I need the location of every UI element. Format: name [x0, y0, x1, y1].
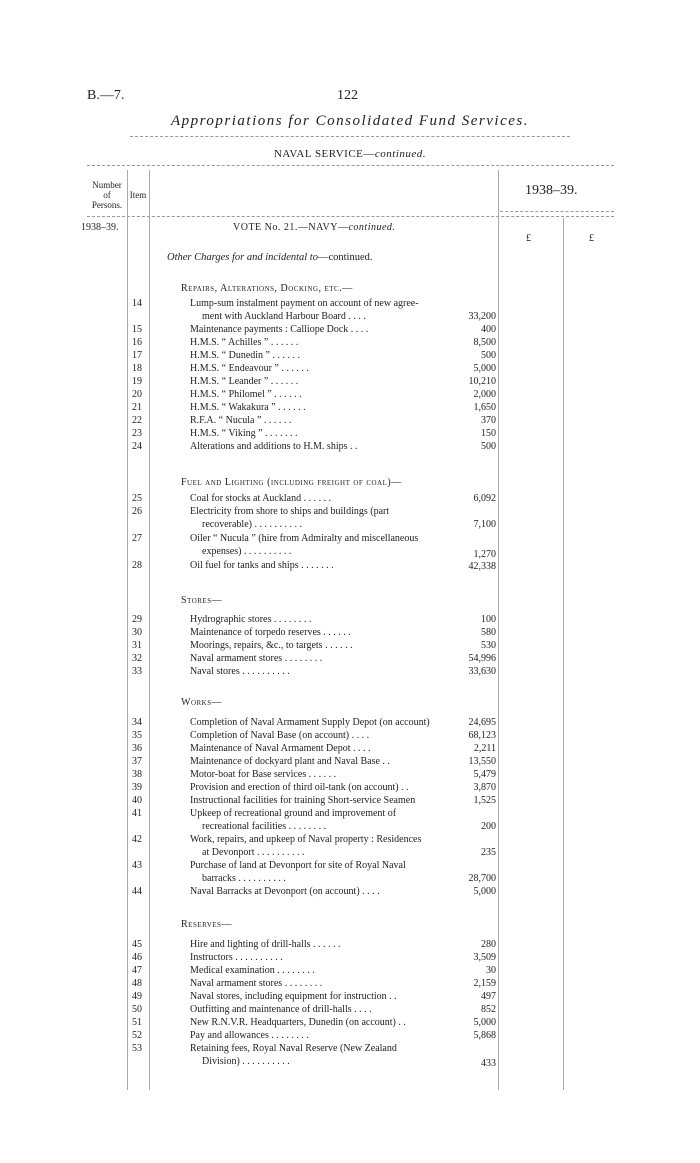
- item-description-continued: recoverable) . . . . . . . . . .: [202, 519, 302, 530]
- item-number: 24: [132, 441, 142, 452]
- item-amount: 5,868: [473, 1030, 496, 1041]
- item-amount: 580: [481, 627, 496, 638]
- section-heading-reserves: Reserves—: [181, 919, 232, 930]
- item-description-continued: Division) . . . . . . . . . .: [202, 1056, 290, 1067]
- item-number: 44: [132, 886, 142, 897]
- column-divider-description: [498, 170, 499, 1090]
- year-column-header: 1938–39.: [525, 183, 578, 198]
- item-amount: 33,200: [468, 311, 496, 322]
- item-description: Hydrographic stores . . . . . . . .: [190, 614, 312, 625]
- year-rule: [500, 211, 614, 212]
- item-amount: 1,525: [473, 795, 496, 806]
- item-amount: 10,210: [468, 376, 496, 387]
- item-description: Coal for stocks at Auckland . . . . . .: [190, 493, 332, 504]
- item-description: Maintenance payments : Calliope Dock . . . .: [190, 324, 369, 335]
- item-number: 30: [132, 627, 142, 638]
- item-description: Pay and allowances . . . . . . . .: [190, 1030, 309, 1041]
- item-number: 49: [132, 991, 142, 1002]
- item-description-continued: at Devonport . . . . . . . . . .: [202, 847, 305, 858]
- item-amount: 235: [481, 847, 496, 858]
- item-description: Retaining fees, Royal Naval Reserve (New Zealand: [190, 1043, 397, 1054]
- item-amount: 5,000: [473, 886, 496, 897]
- item-description: Naval stores . . . . . . . . . .: [190, 666, 290, 677]
- item-amount: 400: [481, 324, 496, 335]
- item-number: 25: [132, 493, 142, 504]
- item-description: Instructors . . . . . . . . . .: [190, 952, 283, 963]
- item-description: Work, repairs, and upkeep of Naval property : Residences: [190, 834, 422, 845]
- item-amount: 54,996: [468, 653, 496, 664]
- item-amount: 370: [481, 415, 496, 426]
- item-amount: 100: [481, 614, 496, 625]
- title-rule: [130, 136, 570, 137]
- item-number: 22: [132, 415, 142, 426]
- item-amount: 500: [481, 350, 496, 361]
- item-description: H.M.S. “ Wakakura ” . . . . . .: [190, 402, 306, 413]
- item-amount: 13,550: [468, 756, 496, 767]
- item-number: 28: [132, 560, 142, 571]
- item-number: 14: [132, 298, 142, 309]
- item-amount: 30: [486, 965, 496, 976]
- item-number: 40: [132, 795, 142, 806]
- item-description: H.M.S. “ Achilles ” . . . . . .: [190, 337, 299, 348]
- item-description: R.F.A. “ Nucula ” . . . . . .: [190, 415, 292, 426]
- item-amount: 150: [481, 428, 496, 439]
- item-description: Naval stores, including equipment for instruction . .: [190, 991, 397, 1002]
- item-description: Oil fuel for tanks and ships . . . . . . .: [190, 560, 334, 571]
- item-amount: 3,870: [473, 782, 496, 793]
- item-description-continued: expenses) . . . . . . . . . .: [202, 546, 292, 557]
- item-description: Completion of Naval Armament Supply Depot (on account): [190, 717, 430, 728]
- item-description: Naval Barracks at Devonport (on account) . . . .: [190, 886, 380, 897]
- table-top-rule: [87, 165, 614, 166]
- item-amount: 433: [481, 1058, 496, 1069]
- item-amount: 1,270: [473, 549, 496, 560]
- item-number: 15: [132, 324, 142, 335]
- item-description: Electricity from shore to ships and buildings (part: [190, 506, 390, 517]
- item-amount: 6,092: [473, 493, 496, 504]
- item-number: 29: [132, 614, 142, 625]
- item-number: 33: [132, 666, 142, 677]
- item-column-header: Item: [129, 190, 147, 200]
- item-amount: 497: [481, 991, 496, 1002]
- item-number: 19: [132, 376, 142, 387]
- item-amount: 3,509: [473, 952, 496, 963]
- item-number: 20: [132, 389, 142, 400]
- item-amount: 500: [481, 441, 496, 452]
- item-description: H.M.S. “ Viking ” . . . . . . .: [190, 428, 298, 439]
- item-amount: 2,211: [473, 743, 496, 754]
- item-amount: 280: [481, 939, 496, 950]
- item-number: 18: [132, 363, 142, 374]
- item-number: 26: [132, 506, 142, 517]
- item-number: 27: [132, 533, 142, 544]
- page-subtitle: NAVAL SERVICE—continued.: [273, 148, 427, 160]
- item-number: 45: [132, 939, 142, 950]
- item-amount: 530: [481, 640, 496, 651]
- item-description: Lump-sum instalment payment on account of new agree-: [190, 298, 419, 309]
- charges-heading: Other Charges for and incidental to—continued.: [167, 252, 373, 263]
- item-description: Instructional facilities for training Short-service Seamen: [190, 795, 416, 806]
- item-description: H.M.S. “ Philomel ” . . . . . .: [190, 389, 302, 400]
- section-heading-stores: Stores—: [181, 595, 223, 606]
- item-description: Motor-boat for Base services . . . . . .: [190, 769, 337, 780]
- item-description: Naval armament stores . . . . . . . .: [190, 978, 323, 989]
- item-description: Purchase of land at Devonport for site of Royal Naval: [190, 860, 406, 871]
- persons-year: 1938–39.: [81, 222, 119, 233]
- item-amount: 852: [481, 1004, 496, 1015]
- page-number: 122: [337, 88, 358, 103]
- currency-symbol-2: £: [589, 233, 594, 244]
- item-number: 34: [132, 717, 142, 728]
- item-number: 37: [132, 756, 142, 767]
- item-number: 47: [132, 965, 142, 976]
- item-number: 53: [132, 1043, 142, 1054]
- column-divider-item: [149, 170, 150, 1090]
- item-description: Outfitting and maintenance of drill-halls . . . .: [190, 1004, 372, 1015]
- item-number: 52: [132, 1030, 142, 1041]
- item-number: 23: [132, 428, 142, 439]
- item-amount: 2,000: [473, 389, 496, 400]
- item-description: Alterations and additions to H.M. ships . .: [190, 441, 358, 452]
- item-description: Maintenance of Naval Armament Depot . . . .: [190, 743, 371, 754]
- item-description: H.M.S. “ Dunedin ” . . . . . .: [190, 350, 300, 361]
- item-description: Moorings, repairs, &c., to targets . . . . . .: [190, 640, 353, 651]
- section-heading-repairs: Repairs, Alterations, Docking, etc.—: [181, 283, 353, 294]
- item-amount: 68,123: [468, 730, 496, 741]
- item-description: Maintenance of dockyard plant and Naval Base . .: [190, 756, 390, 767]
- vote-heading: VOTE No. 21.—NAVY—continued.: [233, 222, 396, 233]
- column-divider-amount: [563, 218, 564, 1090]
- item-number: 38: [132, 769, 142, 780]
- item-description: Oiler “ Nucula ” (hire from Admiralty and miscellaneous: [190, 533, 419, 544]
- item-amount: 5,479: [473, 769, 496, 780]
- item-amount: 8,500: [473, 337, 496, 348]
- item-amount: 2,159: [473, 978, 496, 989]
- persons-column-header: Number of Persons.: [91, 180, 123, 210]
- item-number: 50: [132, 1004, 142, 1015]
- item-number: 48: [132, 978, 142, 989]
- item-amount: 42,338: [468, 561, 496, 572]
- item-number: 16: [132, 337, 142, 348]
- item-number: 32: [132, 653, 142, 664]
- item-number: 42: [132, 834, 142, 845]
- item-description: Provision and erection of third oil-tank (on account) . .: [190, 782, 409, 793]
- item-amount: 200: [481, 821, 496, 832]
- item-amount: 7,100: [473, 519, 496, 530]
- item-number: 21: [132, 402, 142, 413]
- item-description: Completion of Naval Base (on account) . . . .: [190, 730, 370, 741]
- item-description: Hire and lighting of drill-halls . . . . . .: [190, 939, 341, 950]
- item-description: Medical examination . . . . . . . .: [190, 965, 315, 976]
- item-description-continued: recreational facilities . . . . . . . .: [202, 821, 327, 832]
- header-bottom-rule: [87, 216, 614, 217]
- item-amount: 1,650: [473, 402, 496, 413]
- item-description: New R.N.V.R. Headquarters, Dunedin (on account) . .: [190, 1017, 406, 1028]
- page-title: Appropriations for Consolidated Fund Services.: [170, 113, 529, 129]
- item-description: Maintenance of torpedo reserves . . . . . .: [190, 627, 351, 638]
- section-heading-works: Works—: [181, 697, 223, 708]
- item-number: 36: [132, 743, 142, 754]
- item-number: 39: [132, 782, 142, 793]
- item-description: H.M.S. “ Endeavour ” . . . . . .: [190, 363, 309, 374]
- item-number: 51: [132, 1017, 142, 1028]
- item-number: 17: [132, 350, 142, 361]
- document-reference: B.—7.: [87, 88, 125, 103]
- item-amount: 28,700: [468, 873, 496, 884]
- section-heading-fuel: Fuel and Lighting (including freight of coal)—: [181, 477, 402, 488]
- item-amount: 33,630: [468, 666, 496, 677]
- item-amount: 24,695: [468, 717, 496, 728]
- item-description-continued: ment with Auckland Harbour Board . . . .: [202, 311, 366, 322]
- item-description: Naval armament stores . . . . . . . .: [190, 653, 323, 664]
- item-number: 43: [132, 860, 142, 871]
- item-description: Upkeep of recreational ground and improvement of: [190, 808, 397, 819]
- item-description: H.M.S. “ Leander ” . . . . . .: [190, 376, 299, 387]
- item-number: 41: [132, 808, 142, 819]
- item-amount: 5,000: [473, 363, 496, 374]
- currency-symbol-1: £: [526, 233, 531, 244]
- item-number: 46: [132, 952, 142, 963]
- item-number: 31: [132, 640, 142, 651]
- item-description-continued: barracks . . . . . . . . . .: [202, 873, 286, 884]
- item-amount: 5,000: [473, 1017, 496, 1028]
- item-number: 35: [132, 730, 142, 741]
